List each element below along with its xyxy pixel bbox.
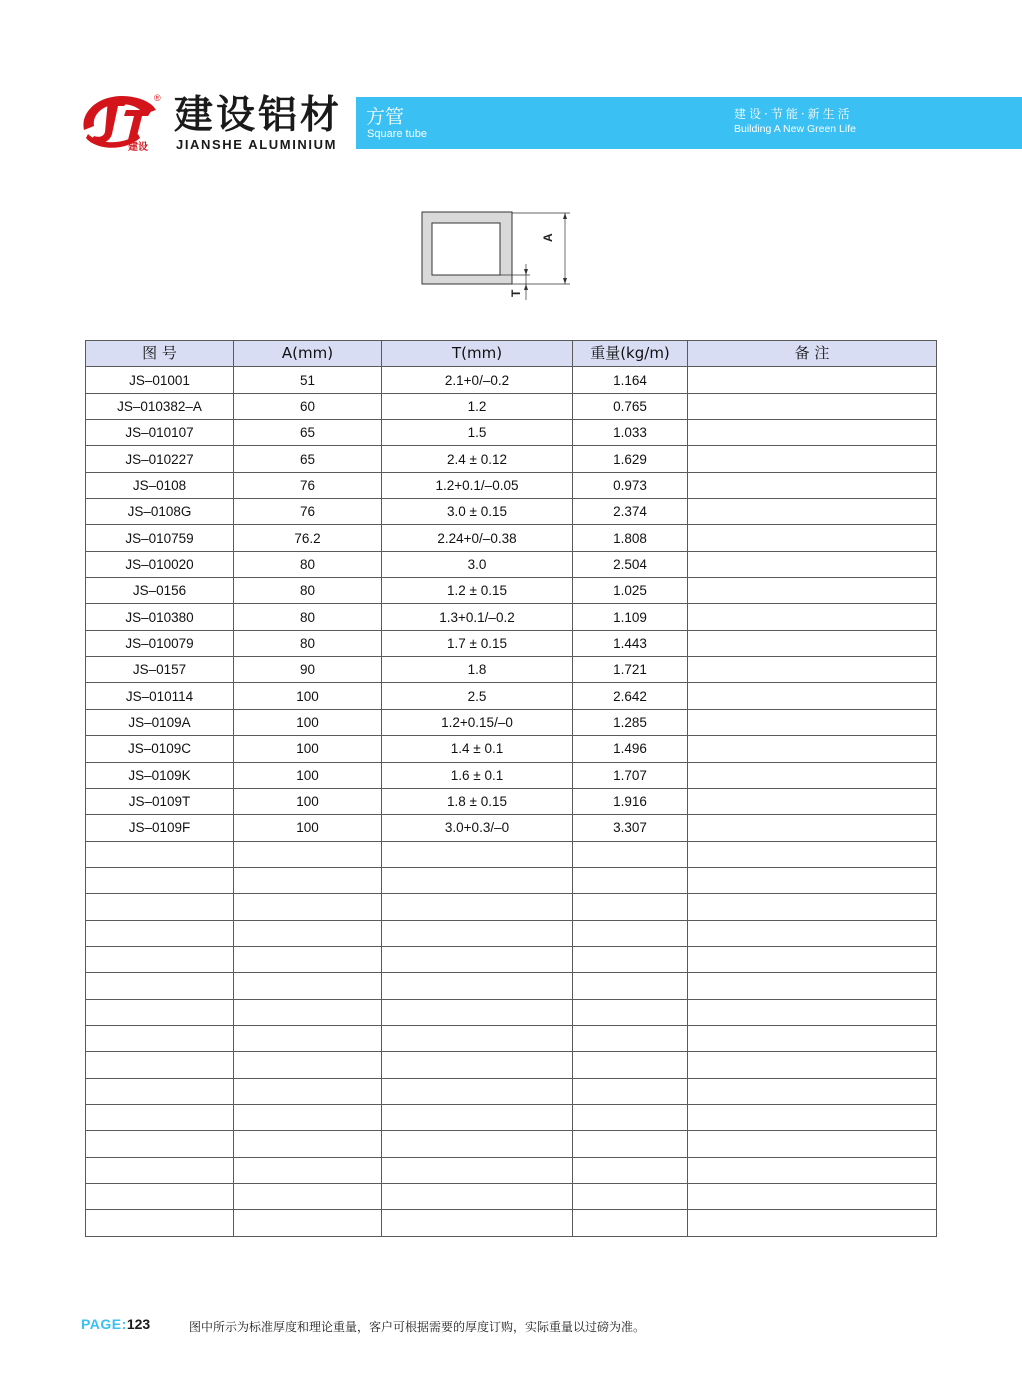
cell-weight: 1.164 [573, 367, 688, 393]
cell-t-mm: 3.0+0.3/–0 [382, 815, 573, 841]
cell-drawing-no [86, 1078, 234, 1104]
spec-table [85, 340, 937, 1237]
cell-t-mm: 3.0 [382, 551, 573, 577]
registered-mark: ® [154, 93, 161, 103]
cell-weight: 1.443 [573, 630, 688, 656]
cell-remarks [688, 604, 937, 630]
cell-a-mm: 100 [234, 709, 382, 735]
cell-a-mm: 100 [234, 788, 382, 814]
table-row [86, 1025, 937, 1051]
cell-remarks [688, 894, 937, 920]
cell-t-mm [382, 841, 573, 867]
cell-t-mm [382, 1210, 573, 1236]
cell-remarks [688, 630, 937, 656]
cell-drawing-no: JS–010380 [86, 604, 234, 630]
cell-a-mm: 80 [234, 551, 382, 577]
cell-weight: 1.285 [573, 709, 688, 735]
footer-note: 图中所示为标准厚度和理论重量，客户可根据需要的厚度订购，实际重量以过磅为准。 [189, 1320, 646, 1334]
header-drawing-no: 图 号 [86, 341, 234, 367]
cell-t-mm: 1.2 [382, 393, 573, 419]
cell-a-mm: 51 [234, 367, 382, 393]
cell-drawing-no [86, 999, 234, 1025]
cell-remarks [688, 1131, 937, 1157]
cell-remarks [688, 946, 937, 972]
cell-a-mm [234, 1210, 382, 1236]
dim-a-arrow-top [563, 213, 567, 219]
cell-t-mm: 2.1+0/–0.2 [382, 367, 573, 393]
cell-remarks [688, 551, 937, 577]
cell-t-mm [382, 946, 573, 972]
page-number [81, 1316, 150, 1332]
cell-a-mm: 100 [234, 736, 382, 762]
cell-drawing-no: JS–0109T [86, 788, 234, 814]
table-row [86, 946, 937, 972]
cell-drawing-no [86, 1104, 234, 1130]
cell-weight [573, 1184, 688, 1210]
cell-a-mm: 80 [234, 578, 382, 604]
page-title-en: Square tube [367, 128, 427, 140]
cell-remarks [688, 472, 937, 498]
table-row [86, 973, 937, 999]
cell-drawing-no: JS–010107 [86, 420, 234, 446]
table-row [86, 762, 937, 788]
cell-drawing-no: JS–0109A [86, 709, 234, 735]
brand-name-cn: 建设铝材 [174, 93, 343, 138]
cell-remarks [688, 841, 937, 867]
table-row [86, 604, 937, 630]
cell-drawing-no: JS–010114 [86, 683, 234, 709]
cell-remarks [688, 1157, 937, 1183]
title-banner [356, 97, 1022, 149]
cell-remarks [688, 1104, 937, 1130]
cell-remarks [688, 1210, 937, 1236]
cell-remarks [688, 999, 937, 1025]
cell-remarks [688, 578, 937, 604]
cell-remarks [688, 762, 937, 788]
cell-a-mm: 76 [234, 472, 382, 498]
cell-t-mm: 1.2 ± 0.15 [382, 578, 573, 604]
cell-a-mm [234, 1052, 382, 1078]
cell-drawing-no: JS–01001 [86, 367, 234, 393]
cell-a-mm: 76.2 [234, 525, 382, 551]
table-row [86, 578, 937, 604]
cell-t-mm [382, 1078, 573, 1104]
table-row [86, 630, 937, 656]
table-row [86, 367, 937, 393]
cell-weight: 1.033 [573, 420, 688, 446]
cell-weight: 2.642 [573, 683, 688, 709]
cell-t-mm [382, 1184, 573, 1210]
cell-t-mm: 1.8 [382, 657, 573, 683]
table-row [86, 472, 937, 498]
cell-remarks [688, 657, 937, 683]
cell-a-mm [234, 1184, 382, 1210]
cell-remarks [688, 393, 937, 419]
dim-t-arrow-bottom [524, 284, 528, 290]
cell-drawing-no: JS–0109F [86, 815, 234, 841]
table-row [86, 393, 937, 419]
dim-label-t: T [509, 289, 523, 297]
cell-weight [573, 1104, 688, 1130]
table-row [86, 1210, 937, 1236]
cell-weight [573, 1078, 688, 1104]
cell-a-mm: 100 [234, 762, 382, 788]
cell-drawing-no [86, 894, 234, 920]
cell-drawing-no [86, 920, 234, 946]
cell-t-mm: 2.24+0/–0.38 [382, 525, 573, 551]
table-row [86, 999, 937, 1025]
cell-drawing-no [86, 1184, 234, 1210]
cell-remarks [688, 736, 937, 762]
table-row [86, 1104, 937, 1130]
table-row [86, 683, 937, 709]
slogan-en: Building A New Green Life [734, 123, 856, 135]
cell-t-mm: 1.7 ± 0.15 [382, 630, 573, 656]
table-row [86, 657, 937, 683]
cell-weight [573, 973, 688, 999]
cell-drawing-no: JS–0157 [86, 657, 234, 683]
cell-weight [573, 946, 688, 972]
table-row [86, 551, 937, 577]
cell-t-mm: 1.8 ± 0.15 [382, 788, 573, 814]
cell-weight: 0.765 [573, 393, 688, 419]
cell-t-mm: 2.5 [382, 683, 573, 709]
square-tube-cross-section-diagram [400, 200, 600, 320]
cell-drawing-no: JS–0108 [86, 472, 234, 498]
cell-drawing-no: JS–0108G [86, 499, 234, 525]
cell-t-mm [382, 999, 573, 1025]
cell-a-mm [234, 867, 382, 893]
cell-remarks [688, 920, 937, 946]
table-header-row [86, 341, 937, 367]
cell-a-mm: 65 [234, 446, 382, 472]
cell-remarks [688, 788, 937, 814]
cell-a-mm [234, 1131, 382, 1157]
cell-drawing-no [86, 1157, 234, 1183]
cell-t-mm: 2.4 ± 0.12 [382, 446, 573, 472]
table-row [86, 920, 937, 946]
table-row [86, 867, 937, 893]
cell-remarks [688, 499, 937, 525]
cell-remarks [688, 1025, 937, 1051]
table-row [86, 1078, 937, 1104]
cell-remarks [688, 446, 937, 472]
cell-remarks [688, 973, 937, 999]
cell-weight: 2.374 [573, 499, 688, 525]
cell-a-mm: 65 [234, 420, 382, 446]
cell-weight [573, 1131, 688, 1157]
table-row [86, 499, 937, 525]
dim-t-arrow-top [524, 269, 528, 275]
table-row [86, 788, 937, 814]
page-header [0, 0, 1022, 160]
cell-weight: 1.808 [573, 525, 688, 551]
table-row [86, 736, 937, 762]
cell-drawing-no [86, 1210, 234, 1236]
cell-weight: 1.025 [573, 578, 688, 604]
cell-a-mm: 100 [234, 815, 382, 841]
cell-a-mm [234, 920, 382, 946]
table-row [86, 1131, 937, 1157]
cell-weight: 2.504 [573, 551, 688, 577]
slogan-cn: 建设·节能·新生活 [734, 107, 853, 121]
cell-t-mm: 1.5 [382, 420, 573, 446]
cell-remarks [688, 815, 937, 841]
cell-drawing-no: JS–010079 [86, 630, 234, 656]
cell-remarks [688, 1078, 937, 1104]
cell-weight [573, 867, 688, 893]
cell-drawing-no [86, 1025, 234, 1051]
cell-t-mm [382, 1157, 573, 1183]
cell-a-mm: 80 [234, 604, 382, 630]
cell-drawing-no: JS–0109C [86, 736, 234, 762]
table-row [86, 841, 937, 867]
jianshe-logo-icon [78, 90, 160, 152]
cell-a-mm: 100 [234, 683, 382, 709]
dim-label-a: A [541, 233, 555, 242]
cell-weight [573, 1025, 688, 1051]
cell-weight: 1.916 [573, 788, 688, 814]
cell-t-mm [382, 1131, 573, 1157]
cell-weight [573, 1157, 688, 1183]
cell-t-mm [382, 1052, 573, 1078]
cell-t-mm: 1.6 ± 0.1 [382, 762, 573, 788]
table-row [86, 1052, 937, 1078]
cell-t-mm: 1.2+0.15/–0 [382, 709, 573, 735]
table-row [86, 446, 937, 472]
cell-weight: 0.973 [573, 472, 688, 498]
cell-t-mm [382, 894, 573, 920]
cell-t-mm [382, 1025, 573, 1051]
cell-t-mm [382, 973, 573, 999]
cell-drawing-no: JS–010227 [86, 446, 234, 472]
cell-a-mm [234, 973, 382, 999]
cell-a-mm: 80 [234, 630, 382, 656]
cell-a-mm [234, 841, 382, 867]
cell-weight: 1.109 [573, 604, 688, 630]
cell-remarks [688, 1052, 937, 1078]
cell-drawing-no [86, 841, 234, 867]
cell-weight [573, 841, 688, 867]
cell-drawing-no: JS–010759 [86, 525, 234, 551]
cell-drawing-no: JS–0109K [86, 762, 234, 788]
cell-a-mm [234, 1157, 382, 1183]
cell-a-mm: 90 [234, 657, 382, 683]
cell-drawing-no [86, 1052, 234, 1078]
cell-remarks [688, 525, 937, 551]
page-number-value: 123 [126, 1316, 151, 1332]
table-row [86, 420, 937, 446]
cell-drawing-no [86, 973, 234, 999]
cell-a-mm [234, 1078, 382, 1104]
cell-drawing-no: JS–010382–A [86, 393, 234, 419]
table-row [86, 525, 937, 551]
table-body [86, 367, 937, 1236]
cell-t-mm: 1.2+0.1/–0.05 [382, 472, 573, 498]
table-row [86, 894, 937, 920]
cell-drawing-no: JS–0156 [86, 578, 234, 604]
cell-a-mm [234, 1025, 382, 1051]
cell-a-mm [234, 1104, 382, 1130]
cell-remarks [688, 420, 937, 446]
header-remarks: 备 注 [688, 341, 937, 367]
cell-weight [573, 920, 688, 946]
header-weight: 重量(kg/m) [573, 341, 688, 367]
cell-drawing-no: JS–010020 [86, 551, 234, 577]
cell-t-mm [382, 920, 573, 946]
cell-t-mm: 1.4 ± 0.1 [382, 736, 573, 762]
cell-weight [573, 894, 688, 920]
cell-weight: 1.496 [573, 736, 688, 762]
table-row [86, 1157, 937, 1183]
cell-weight: 3.307 [573, 815, 688, 841]
dim-a-arrow-bottom [563, 278, 567, 284]
page-label: PAGE: [81, 1316, 127, 1332]
header-t-mm: T(mm) [382, 341, 573, 367]
cell-remarks [688, 709, 937, 735]
table-row [86, 709, 937, 735]
cell-a-mm [234, 946, 382, 972]
cell-remarks [688, 867, 937, 893]
cell-weight: 1.721 [573, 657, 688, 683]
cell-remarks [688, 367, 937, 393]
cell-weight [573, 999, 688, 1025]
cell-drawing-no [86, 1131, 234, 1157]
cell-weight: 1.707 [573, 762, 688, 788]
cell-t-mm [382, 1104, 573, 1130]
cell-weight: 1.629 [573, 446, 688, 472]
brand-name-en: JIANSHE ALUMINIUM [176, 137, 338, 152]
cell-a-mm [234, 894, 382, 920]
cell-a-mm: 60 [234, 393, 382, 419]
page-title-cn: 方管 [366, 106, 405, 128]
cell-drawing-no [86, 946, 234, 972]
tube-inner-cavity [432, 223, 500, 275]
cell-weight [573, 1052, 688, 1078]
cell-a-mm: 76 [234, 499, 382, 525]
cell-drawing-no [86, 867, 234, 893]
logo-caption: 建设 [128, 142, 148, 152]
cell-t-mm: 1.3+0.1/–0.2 [382, 604, 573, 630]
cell-weight [573, 1210, 688, 1236]
table-row [86, 815, 937, 841]
header-a-mm: A(mm) [234, 341, 382, 367]
cell-remarks [688, 683, 937, 709]
cell-t-mm: 3.0 ± 0.15 [382, 499, 573, 525]
cell-a-mm [234, 999, 382, 1025]
cell-remarks [688, 1184, 937, 1210]
table-row [86, 1184, 937, 1210]
cell-t-mm [382, 867, 573, 893]
